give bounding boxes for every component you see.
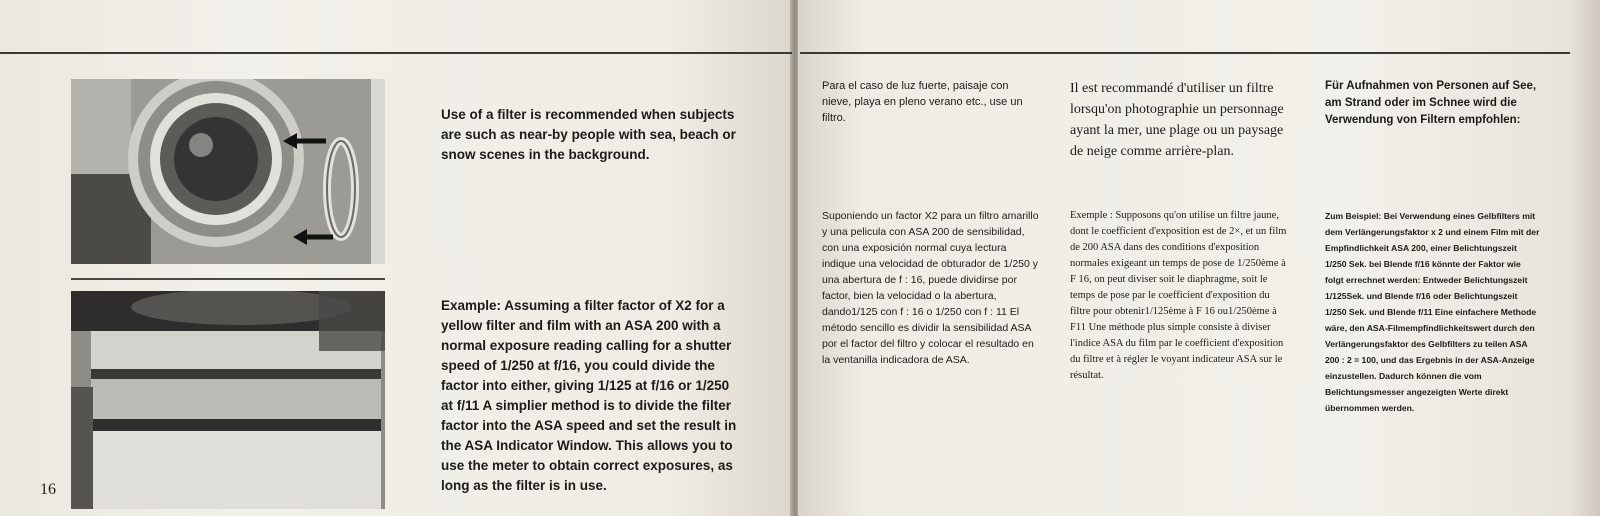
english-intro-text: Use of a filter is recommended when subjects are such as near-by people with sea, beach or snow scenes in the background.: [441, 107, 736, 162]
camera-filter-photo: [71, 79, 385, 264]
camera-filter-illustration: [71, 79, 385, 264]
top-rule-left: [0, 52, 792, 54]
english-example-text: Example: Assuming a filter factor of X2 for a yellow filter and film with an ASA 200 with a normal exposure reading calling for a shutter speed of 1/250 at f/16, you could divide the factor into either, giving 1/125 at f/16 or 1/250 at f/11 A simplier method is to divide the filter factor into the ASA speed and set the result in the ASA Indicator Window. This allows you to use the meter to obtain correct exposures, as long as the filter is in use.: [441, 298, 737, 493]
german-example-text: Zum Beispiel: Bei Verwendung eines Gelbfilters mit dem Verlängerungsfaktor x 2 und einem Film mit der Empfindlichkeit ASA 200, einer Belichtungszeit 1/250 Sek. bei Blende f/16 könnte der Faktor wie folgt errechnet werden: Entweder Belichtungszeit 1/125Sek. und Blende f/16 oder Belichtungszeit 1/250 Sek. und Blende f/11 Eine einfachere Methode wäre, den ASA-Filmempfindlichkeitswert durch den Verlängerungsfaktor des Gelbfilters zu teilen ASA 200 : 2 = 100, und das Ergebnis in der ASA-Anzeige einzustellen. Dadurch können die vom Belichtungsmesser angezeigten Werte direkt übernommen werden.: [1325, 211, 1540, 413]
french-intro-text: Il est recommandé d'utiliser un filtre lorsqu'on photographie un personnage ayant la mer, une plage ou un paysage de neige comme arrière-plan.: [1070, 81, 1284, 159]
section-divider: [71, 278, 385, 280]
top-rule-right: [800, 52, 1570, 54]
french-example-text: Exemple : Supposons qu'on utilise un filtre jaune, dont le coefficient d'exposition est de 2×, et un film de 200 ASA dans des conditions d'exposition normales exigeant un temps de pose de 1/250ème à F 16, on peut diviser soit le diaphragme, soit le temps de pose par le coefficient d'exposition du filtre pour obtenir1/125ème à F 16 ou1/250ème à F11 Une méthode plus simple consiste à diviser l'indice ASA du film par le coefficient d'exposition du filtre et à régler le voyant indicateur ASA sur le résultat.: [1070, 210, 1287, 381]
german-intro-text: Für Aufnahmen von Personen auf See, am Strand oder im Schnee wird die Verwendung von Filtern empfohlen:: [1325, 80, 1537, 126]
page-number: 16: [40, 481, 56, 498]
spanish-example-text: Suponiendo un factor X2 para un filtro amarillo y una pelicula con ASA 200 de sensibilidad, con una exposición normal cuya lectura indique una velocidad de obturador de 1/250 y una abertura de f : 16, puede dividirse por factor, bien la velocidad o la abertura, dando1/125 con f : 16 o 1/250 con f : 11 El método sencillo es dividir la sensibilidad ASA por el factor del filtro y colocar el resultado en la ventanilla indicadora de ASA.: [822, 210, 1039, 366]
spanish-intro-text: Para el caso de luz fuerte, paisaje con nieve, playa en pleno verano etc., use un filtro.: [822, 80, 1023, 124]
lens-scale-illustration: [71, 291, 385, 509]
page-edge: [1568, 0, 1600, 516]
lens-scale-photo: [71, 291, 385, 509]
